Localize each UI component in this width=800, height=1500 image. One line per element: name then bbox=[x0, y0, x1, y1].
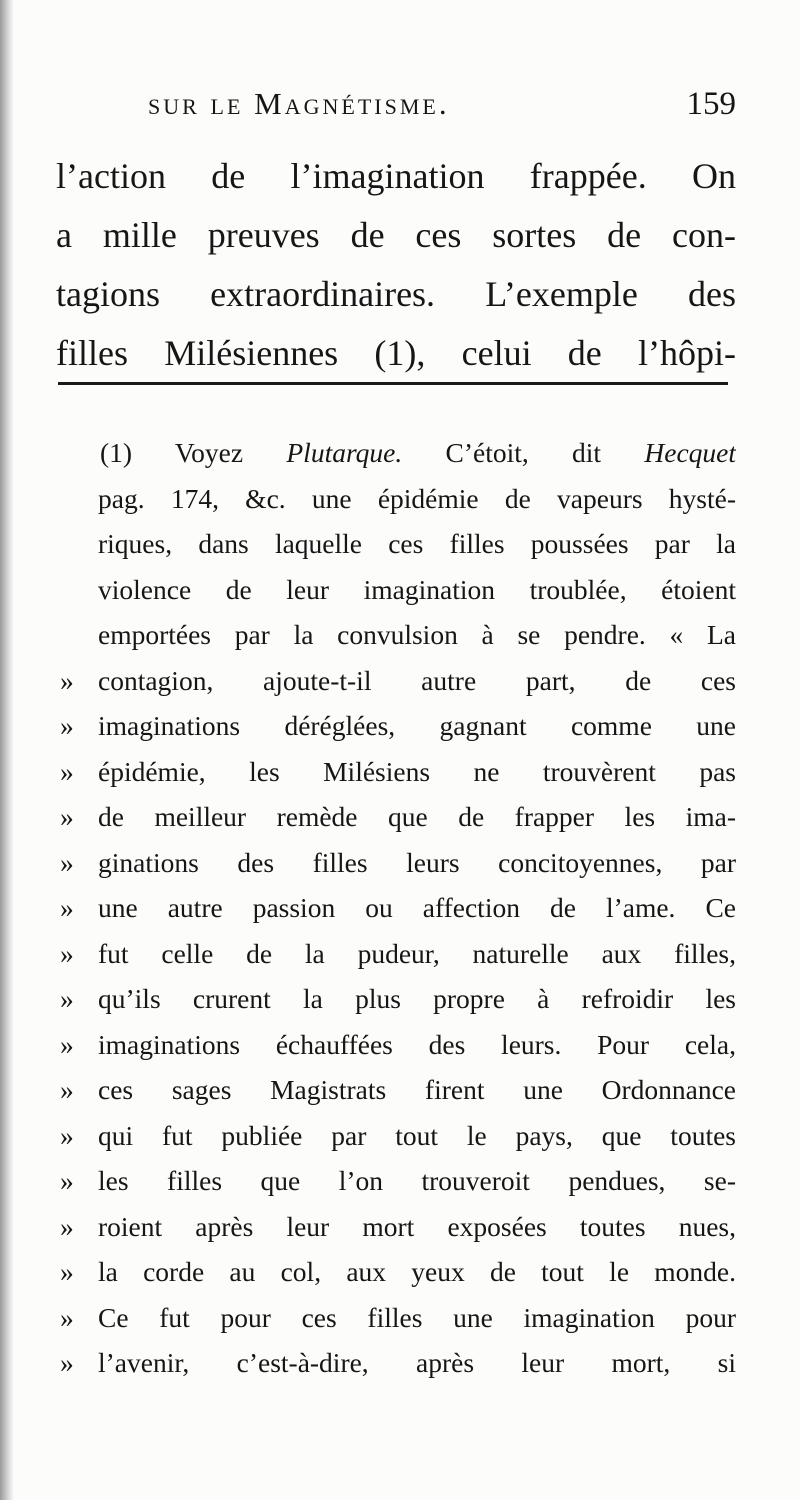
footnote-line-text: l’avenir, c’est-à-dire, après leur mort, si bbox=[98, 1347, 736, 1378]
footnote-line bbox=[60, 931, 736, 977]
quote-mark: » bbox=[60, 1074, 74, 1105]
footnote-line-text: les filles que l’on trouveroit pendues, se- bbox=[98, 1165, 736, 1196]
footnote-line bbox=[60, 1249, 736, 1295]
footnote-line-text: la corde au col, aux yeux de tout le monde. bbox=[98, 1256, 736, 1287]
quote-mark: » bbox=[60, 1347, 74, 1378]
footnote-line-text: ces sages Magistrats firent une Ordonnance bbox=[98, 1074, 736, 1105]
footnote-line bbox=[60, 612, 736, 658]
quote-mark: » bbox=[60, 846, 74, 878]
footnote-line bbox=[60, 794, 736, 840]
footnote-line bbox=[60, 1295, 736, 1341]
quote-mark: » bbox=[60, 1210, 74, 1242]
footnote-line bbox=[60, 976, 736, 1022]
footnote-line-text bbox=[60, 430, 736, 476]
quote-mark: » bbox=[60, 1028, 74, 1060]
footnote-line bbox=[60, 476, 736, 522]
footnote-line bbox=[60, 1340, 736, 1386]
footnote-line-text: violence de leur imagination troublée, étoient bbox=[98, 573, 736, 605]
footnote-line-text: imaginations échauffées des leurs. Pour cela, bbox=[98, 1028, 736, 1060]
page-header bbox=[56, 86, 740, 136]
quote-mark: » bbox=[60, 983, 74, 1014]
running-title: sur le Magnétisme. bbox=[148, 86, 450, 121]
footnote-line-text: contagion, ajoute-t-il autre part, de ces bbox=[98, 664, 736, 696]
quote-mark: » bbox=[60, 892, 74, 923]
text-line: l’action de l’imagination frappée. On bbox=[56, 156, 736, 196]
footnote-line bbox=[60, 1067, 736, 1113]
footnote-line-text: roient après leur mort exposées toutes nues, bbox=[98, 1210, 736, 1242]
quote-mark: » bbox=[60, 755, 74, 787]
footnote-line bbox=[60, 567, 736, 613]
footnote-line bbox=[60, 1022, 736, 1068]
footnote-line-text: riques, dans laquelle ces filles poussées par la bbox=[98, 528, 736, 559]
cited-author-hecquet: Hecquet bbox=[644, 437, 736, 468]
footnote-line-text: épidémie, les Milésiens ne trouvèrent pas bbox=[98, 755, 736, 787]
quote-mark: » bbox=[60, 1301, 74, 1333]
main-text bbox=[56, 147, 736, 383]
footnote-line bbox=[60, 749, 736, 795]
page-edge-shadow bbox=[0, 0, 14, 1500]
quote-mark: » bbox=[60, 710, 74, 741]
quote-mark: » bbox=[60, 1165, 74, 1196]
footnote-line bbox=[60, 1158, 736, 1204]
quote-mark: » bbox=[60, 937, 74, 969]
text-line: tagions extraordinaires. L’exemple des bbox=[56, 274, 736, 314]
footnote-line-text: une autre passion ou affection de l’ame. Ce bbox=[98, 892, 736, 923]
quote-mark: » bbox=[60, 1256, 74, 1287]
quote-mark: » bbox=[60, 664, 74, 696]
footnote-line bbox=[60, 1113, 736, 1159]
footnote-line-text: imaginations déréglées, gagnant comme une bbox=[98, 710, 736, 741]
page-number: 159 bbox=[686, 86, 736, 122]
footnote-line-text: ginations des filles leurs concitoyennes, par bbox=[98, 846, 736, 878]
quote-mark: » bbox=[60, 1119, 74, 1151]
footnote-line-text: qu’ils crurent la plus propre à refroidir les bbox=[98, 983, 736, 1014]
footnote-line bbox=[60, 885, 736, 931]
footnote-line bbox=[60, 658, 736, 704]
footnote-separator-rule bbox=[58, 382, 728, 385]
text-line: filles Milésiennes (1), celui de l’hôpi- bbox=[56, 333, 736, 373]
footnote-text: C’étoit, dit bbox=[402, 437, 645, 468]
footnote-line-text: pag. 174, &c. une épidémie de vapeurs hysté- bbox=[98, 482, 736, 514]
text-line: a mille preuves de ces sortes de con- bbox=[56, 215, 736, 255]
footnote-line-text: de meilleur remède que de frapper les ima- bbox=[98, 801, 736, 832]
footnote-line-text: emportées par la convulsion à se pendre. « La bbox=[98, 619, 736, 650]
footnote-marker-text: (1) Voyez bbox=[100, 437, 287, 468]
footnote-line bbox=[60, 521, 736, 567]
footnote-line bbox=[60, 840, 736, 886]
cited-author-plutarque: Plutarque. bbox=[286, 437, 403, 468]
footnote-line-text: qui fut publiée par tout le pays, que toutes bbox=[98, 1119, 736, 1151]
footnote-line bbox=[60, 1204, 736, 1250]
footnote-line bbox=[60, 703, 736, 749]
quote-mark: » bbox=[60, 801, 74, 832]
footnote-line bbox=[60, 430, 736, 476]
footnote-line-text: fut celle de la pudeur, naturelle aux filles, bbox=[98, 937, 736, 969]
footnote bbox=[60, 430, 736, 1386]
footnote-line-text: Ce fut pour ces filles une imagination pour bbox=[98, 1301, 736, 1333]
